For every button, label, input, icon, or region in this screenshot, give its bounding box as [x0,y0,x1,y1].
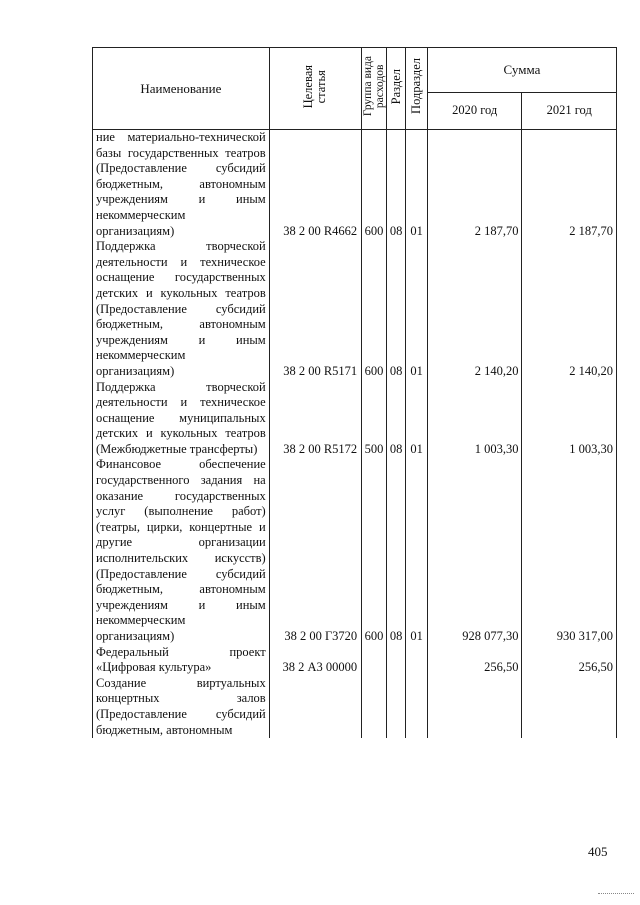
header-target-article-cell [269,48,361,130]
row-amount-2021: 256,50 [522,645,617,676]
row-code: 38 2 А3 00000 [269,645,361,676]
header-sum: Сумма [427,48,616,93]
row-section: 08 [386,380,406,458]
row-amount-2020: 928 077,30 [427,457,522,644]
header-section-cell [386,48,406,130]
row-amount-2021: 2 187,70 [522,130,617,240]
row-section: 08 [386,130,406,240]
table-header [93,48,617,130]
row-subsection: 01 [406,130,428,240]
row-amount-2020: 2 187,70 [427,130,522,240]
row-group [362,645,387,676]
row-name: Федеральный проект «Цифровая культура» [93,645,270,676]
row-group [362,676,387,738]
row-group: 500 [362,380,387,458]
row-subsection: 01 [406,239,428,379]
row-section: 08 [386,457,406,644]
row-name: ние материально-технической базы государственных театров (Предоставление субсидий бюджетным, автономным учреждениям и иным некоммерческим организациям) [93,130,270,240]
budget-table [92,47,617,738]
row-group: 600 [362,239,387,379]
table-row [93,676,617,738]
row-code [269,676,361,738]
footer-dotted-line [598,893,634,894]
table-row [93,457,617,644]
header-year-2020: 2020 год [427,93,522,130]
page-number: 405 [588,844,608,859]
header-expense-group: Группа вида расходов [362,56,387,117]
row-section [386,676,406,738]
row-amount-2020: 1 003,30 [427,380,522,458]
row-amount-2021: 930 317,00 [522,457,617,644]
header-section: Раздел [388,68,403,104]
row-amount-2021 [522,676,617,738]
header-subsection-cell [406,48,428,130]
row-name: Создание виртуальных концертных залов (Предоставление субсидий бюджетным, автономным [93,676,270,738]
header-name: Наименование [93,48,270,130]
row-code: 38 2 00 R5171 [269,239,361,379]
row-amount-2021: 1 003,30 [522,380,617,458]
row-section [386,645,406,676]
row-subsection [406,645,428,676]
row-section: 08 [386,239,406,379]
row-subsection: 01 [406,457,428,644]
row-name: Финансовое обеспечение государственного задания на оказание государственных услуг (выполнение работ) (театры, цирки, концертные и другие организации исполнительских искусств) (Предоставление субсидий бюджетным, автономным учреждениям и иным некоммерческим организациям) [93,457,270,644]
row-amount-2020 [427,676,522,738]
row-code: 38 2 00 Г3720 [269,457,361,644]
row-name: Поддержка творческой деятельности и техническое оснащение государственных детских и кукольных театров (Предоставление субсидий бюджетным, автономным учреждениям и иным некоммерческим организациям) [93,239,270,379]
row-name: Поддержка творческой деятельности и техническое оснащение муниципальных детских и кукольных театров (Межбюджетные трансферты) [93,380,270,458]
header-expense-group-cell [362,48,387,130]
row-subsection [406,676,428,738]
table-row [93,380,617,458]
table-row [93,645,617,676]
header-subsection: Подраздел [409,58,424,115]
header-year-2021: 2021 год [522,93,617,130]
row-amount-2021: 2 140,20 [522,239,617,379]
table-row [93,239,617,379]
table-row [93,130,617,240]
row-amount-2020: 2 140,20 [427,239,522,379]
row-group: 600 [362,457,387,644]
row-amount-2020: 256,50 [427,645,522,676]
row-group: 600 [362,130,387,240]
row-subsection: 01 [406,380,428,458]
row-code: 38 2 00 R5172 [269,380,361,458]
header-target-article: Целевая статья [301,64,329,108]
row-code: 38 2 00 R4662 [269,130,361,240]
